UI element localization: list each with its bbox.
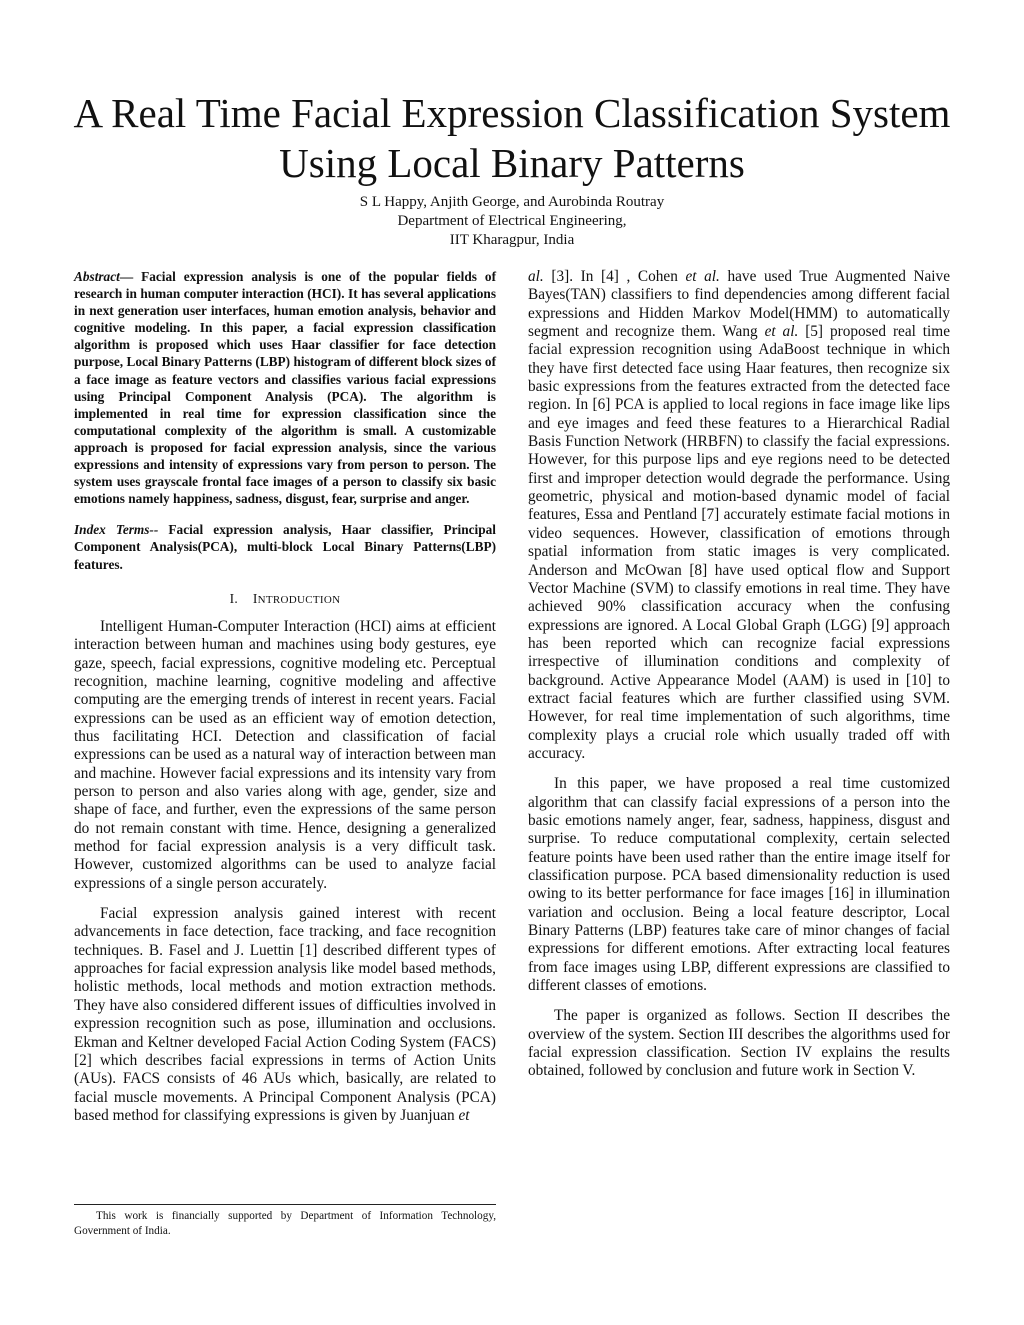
right-column <box>528 268 950 1093</box>
index-terms-text: Facial expression analysis, Haar classifier, Principal Component Analysis(PCA), multi-block Local Binary Patterns(LBP) features. <box>74 522 496 572</box>
author-block <box>40 193 984 250</box>
abstract-label: Abstract <box>74 269 120 284</box>
intro-paragraph-2-text: Facial expression analysis gained interest with recent advancements in face detection, face tracking, and face recognition techniques. B. Fasel and J. Luettin [1] described different types of approaches for facial expression analysis like model based methods, holistic methods, local methods and motion extraction methods. They have also considered different issues of difficulties involved in expression recognition such as pose, illumination and occlusions. Ekman and Keltner developed Facial Action Coding System (FACS) [2] which describes facial expressions in terms of Action Units (AUs). FACS consists of 46 AUs which, basically, are related to facial muscle movements. A Principal Component Analysis (PCA) based method for classifying expressions is given by Juanjuan <box>74 905 496 1124</box>
author-names: S L Happy, Anjith George, and Aurobinda Routray <box>359 194 665 210</box>
cont-text-c: [5] proposed real time facial expression recognition using AdaBoost technique in which they have first detected face using Haar features, then recognize six basic expressions from the features extracted from the detected face region. In [6] PCA is applied to local regions in face image like lips and eye images and feed these features to a Hierarchical Radial Basis Function Network (HRBFN) to classify the facial expressions. However, for this purpose lips and eye regions need to be detected first and improper detection would degrade the performance. Using geometric, physical and motion-based dynamic model of facial features, Essa and Pentland [7] accurately estimate facial motions in video sequences. However, classification of emotions through spatial information from static images is very complicated. Anderson and McOwan [8] have used optical flow and Support Vector Machine (SVM) to classify emotions in real time. They have achieved 90% classification accuracy when the confusing expressions are ignored. A Local Global Graph (LGG) [9] approach has been reported which can recognize facial expressions irrespective of illumination conditions and complexity of background. Active Appearance Model (AAM) is used in [10] to extract facial features which are further classified using SVM. However, for real time implementation of such algorithms, time complexity plays a crucial role which usually traded off with accuracy. <box>528 323 950 762</box>
abstract <box>74 268 496 507</box>
intro-paragraph-2-continued <box>528 268 950 763</box>
footnote-divider <box>74 1204 496 1205</box>
title-line-1: A Real Time Facial Expression Classification System <box>73 90 951 136</box>
abstract-text: Facial expression analysis is one of the popular fields of research in human computer interaction (HCI). It has several applications in next generation user interfaces, human emotion analysis, behavior and cognitive modeling. In this paper, a facial expression classification algorithm is proposed which uses Haar classifier for face detection purpose, Local Binary Patterns (LBP) histogram of different block sizes of a face image as feature vectors and classifies various facial expressions using Principal Component Analysis (PCA). The algorithm is implemented in real time for expression classification since the computational complexity of the algorithm is small. A customizable approach is proposed for facial expression analysis, since the various expressions and intensity of expressions vary from person to person. The system uses grayscale frontal face images of a person to classify six basic emotions namely happiness, sadness, disgust, fear, surprise and anger. <box>74 269 496 507</box>
intro-paragraph-1: Intelligent Human-Computer Interaction (HCI) aims at efficient interaction between human and machines using body gestures, eye gaze, speech, facial expressions, cognitive modeling etc. Perceptual recognition, machine learning, cognitive modeling and affective computing are the emerging trends of interest in recent years. Facial expressions can be used as an efficient way of emotion detection, thus facilitating HCI. Detection and classification of facial expressions can be used as a natural way of interaction between man and machine. However facial expressions and its intensity vary from person to person and also varies along with age, gender, size and shape of face, and further, even the expressions of the same person do not remain constant with time. Hence, designing a generalized method for facial expression analysis is a very difficult task. However, customized algorithms can be used to analyze facial expressions of a single person accurately. <box>74 617 496 892</box>
section-heading-introduction <box>74 590 496 609</box>
cont-etal-1: et al. <box>685 268 720 285</box>
index-terms <box>74 521 496 572</box>
intro-paragraph-3: In this paper, we have proposed a real time customized algorithm that can classify facial expressions of a person into the basic emotions namely anger, fear, sadness, happiness, disgust and surprise. To reduce computational complexity, certain selected feature points have been used rather than the entire image itself for classification purpose. PCA based dimensionality reduction is used owing to its better performance for face images [16] in illumination variation and occlusion. Being a local feature descriptor, Local Binary Patterns (LBP) features take care of minor changes of facial expressions for different emotions. After extracting local features from face images using LBP, different expressions are classified to different classes of emotions. <box>528 775 950 995</box>
cont-al: al. <box>528 268 544 285</box>
cont-etal-2: et al. <box>764 323 799 341</box>
intro-paragraph-2 <box>74 905 496 1125</box>
paper-title <box>40 88 984 188</box>
intro-paragraph-2-et: et <box>458 1106 470 1124</box>
title-line-2: Using Local Binary Patterns <box>279 140 745 186</box>
left-column <box>74 268 496 1137</box>
index-terms-label: Index Terms-- <box>74 522 159 538</box>
author-institute: IIT Kharagpur, India <box>449 232 575 248</box>
intro-paragraph-4: The paper is organized as follows. Section II describes the overview of the system. Section III describes the algorithms used for facial expression classification. Section IV explains the results obtained, followed by conclusion and future work in Section V. <box>528 1007 950 1080</box>
section-title-initial: I <box>252 590 258 606</box>
author-department: Department of Electrical Engineering, <box>397 213 627 229</box>
cont-text-b: have used True Augmented Naive Bayes(TAN) classifiers to find dependencies among different facial expressions and Hidden Markov Model(HMM) to automatically segment and recognize them. Wang <box>528 268 950 341</box>
abstract-dash: — <box>119 269 134 284</box>
section-title-rest: NTRODUCTION <box>257 593 341 606</box>
section-numeral: I. <box>229 590 239 606</box>
cont-text-a: [3]. In [4] , Cohen <box>543 268 686 285</box>
footnote: This work is financially supported by Department of Information Technology, Government of India. <box>74 1210 496 1237</box>
